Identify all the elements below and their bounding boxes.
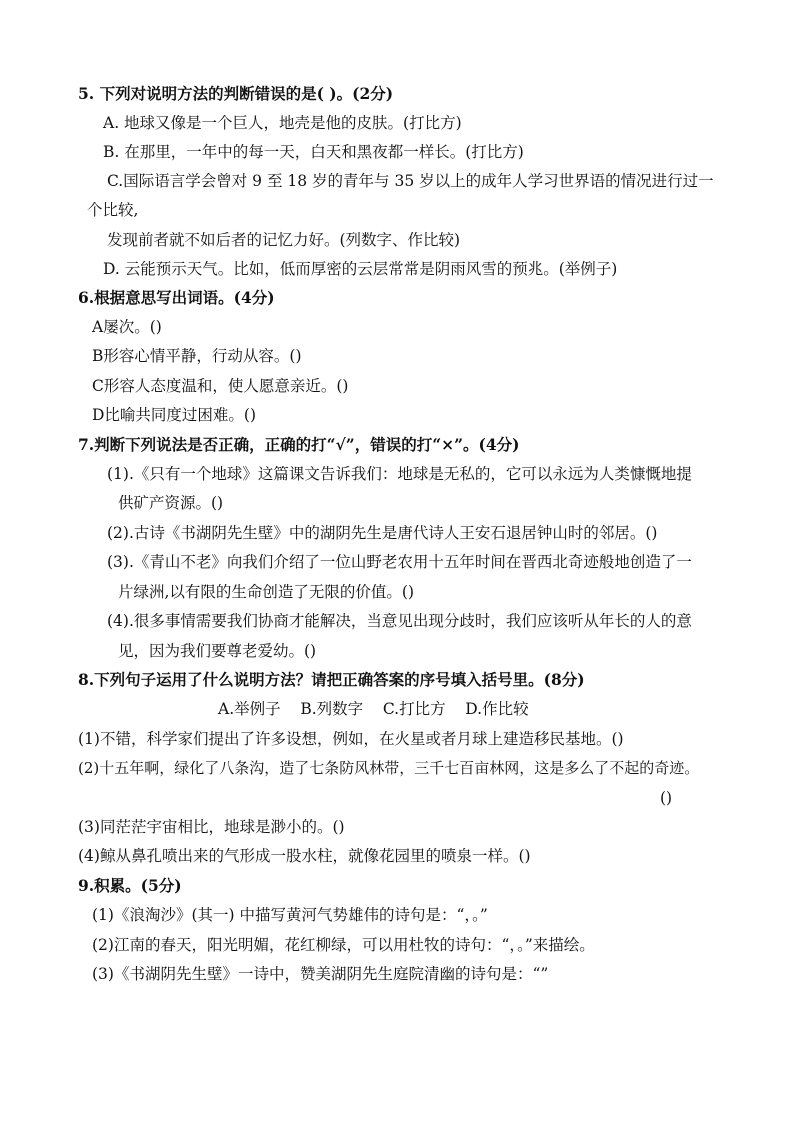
q6-item-c: C形容人态度温和，使人愿意亲近。() [92,377,349,395]
q8-item1: (1)不错，科学家们提出了许多设想，例如，在火星或者月球上建造移民基地。() [78,730,624,748]
q9-item3: (3)《书湖阴先生壁》一诗中，赞美湖阴先生庭院清幽的诗句是：“” [92,965,549,983]
q7-item3-line2: 片绿洲,以有限的生命创造了无限的价值。() [118,583,415,601]
q6-item-b: B形容心情平静，行动从容。() [92,347,302,365]
q5-option-c-line3: 发现前者就不如后者的记忆力好。(列数字、作比较) [107,231,461,249]
q5-option-a: A. 地球又像是一个巨人，地壳是他的皮肤。(打比方) [103,114,462,132]
q5-option-c-line1: C.国际语言学会曾对 9 至 18 岁的青年与 35 岁以上的成年人学习世界语的情况进行过一 [107,172,714,190]
q5-option-d: D. 云能预示天气。比如，低而厚密的云层常常是阴雨风雪的预兆。(举例子) [103,260,618,278]
q5-option-b: B. 在那里，一年中的每一天，白天和黑夜都一样长。(打比方) [103,143,524,161]
q9-title: 9.积累。(5分) [78,876,182,895]
q6-item-d: D比喻共同度过困难。() [92,406,257,424]
q8-item3: (3)同茫茫宇宙相比，地球是渺小的。() [78,818,345,836]
q7-title: 7.判断下列说法是否正确，正确的打“√”，错误的打“×”。(4分) [78,435,520,454]
q8-title: 8.下列句子运用了什么说明方法？请把正确答案的序号填入括号里。(8分) [78,670,585,689]
q6-title: 6.根据意思写出词语。(4分) [78,288,275,307]
q8-options: A.举例子 B.列数字 C.打比方 D.作比较 [218,700,529,718]
q7-item3-line1: (3).《青山不老》向我们介绍了一位山野老农用十五年时间在晋西北奇迹般地创造了一 [107,553,692,571]
q6-item-a: A屡次。() [92,318,162,336]
q9-item1: (1)《浪淘沙》(其一) 中描写黄河气势雄伟的诗句是：“，。” [92,906,488,924]
q7-item4-line1: (4).很多事情需要我们协商才能解决，当意见出现分歧时，我们应该听从年长的人的意 [107,612,692,630]
q7-item2: (2).古诗《书湖阴先生壁》中的湖阴先生是唐代诗人王安石退居钟山时的邻居。() [107,524,658,542]
q7-item4-line2: 见，因为我们要尊老爱幼。() [118,642,317,660]
q8-item2: (2)十五年啊，绿化了八条沟，造了七条防风林带，三千七百亩林网，这是多么了不起的奇迹。 [78,759,700,777]
q5-title: 5. 下列对说明方法的判断错误的是( )。(2分) [78,84,394,103]
q8-item2-blank: () [660,789,673,807]
q8-item4: (4)鲸从鼻孔喷出来的气形成一股水柱，就像花园里的喷泉一样。() [78,847,531,865]
q9-item2: (2)江南的春天，阳光明媚，花红柳绿，可以用杜牧的诗句：“，。”来描绘。 [92,936,595,954]
q5-option-c-line2: 个比较, [87,201,139,219]
q7-item1-line2: 供矿产资源。() [118,494,224,512]
q7-item1-line1: (1).《只有一个地球》这篇课文告诉我们：地球是无私的，它可以永远为人类慷慨地提 [107,465,692,483]
